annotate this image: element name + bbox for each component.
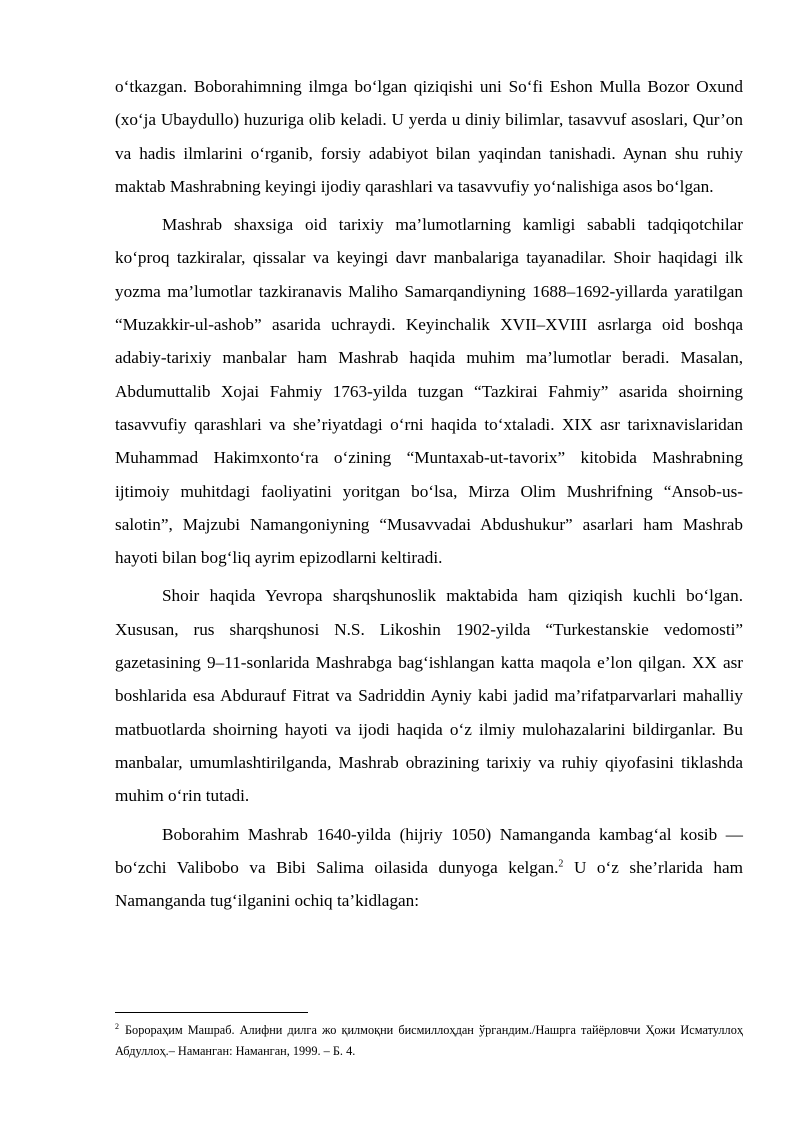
- paragraph-2: Mashrab shaxsiga oid tarixiy ma’lumotlarning kamligi sababli tadqiqotchilar ko‘proq tazkiralar, qissalar va keyingi davr manbalariga tayanadilar. Shoir haqidagi ilk yozma ma’lumotlar tazkiranavis Maliho Samarqandiyning 1688–1692-yillarda yaratilgan “Muzakkir-ul-ashob” asarida uchraydi. Keyinchalik XVII–XVIII asrlarga oid boshqa adabiy-tarixiy manbalar ham Mashrab haqida muhim ma’lumotlar beradi. Masalan, Abdumuttalib Xojai Fahmiy 1763-yilda tuzgan “Tazkirai Fahmiy” asarida shoirning tasavvufiy qarashlari va she’riyatdagi o‘rni haqida to‘xtaladi. XIX asr tarixnavislaridan Muhammad Hakimxonto‘ra o‘zining “Muntaxab-ut-tavorix” kitobida Mashrabning ijtimoiy muhitdagi faoliyatini yoritgan bo‘lsa, Mirza Olim Mushrifning “Ansob-us-salotin”, Majzubi Namangoniyning “Musavvadai Abdushukur” asarlari ham Mashrab hayoti bilan bog‘liq ayrim epizodlarni keltiradi.: [115, 215, 743, 568]
- footnote-reference[interactable]: 2: [558, 858, 564, 870]
- footnote: [115, 1020, 743, 1061]
- paragraph-4-text-after: U o‘z she’rlarida ham Namanganda tug‘ilganini ochiq ta’kidlagan:: [115, 857, 743, 911]
- paragraph-1: o‘tkazgan. Boborahimning ilmga bo‘lgan qiziqishi uni So‘fi Eshon Mulla Bozor Oxund (xo‘ja Ubaydullo) huzuriga olib keladi. U yerda u diniy bilimlar, tasavvuf asoslari, Qur’on va hadis ilmlarini o‘rganib, forsiy adabiyot bilan yaqindan tanishadi. Aynan shu ruhiy maktab Mashrabning keyingi ijodiy qarashlari va tasavvufiy yo‘nalishiga asos bo‘lgan.: [115, 77, 743, 196]
- paragraph-4: [115, 818, 743, 918]
- page-body: [115, 70, 743, 922]
- footnote-marker: 2: [115, 1021, 119, 1031]
- paragraph-4-text-before: Boborahim Mashrab 1640-yilda (hijriy 1050) Namanganda kambag‘al kosib — bo‘zchi Valibobo va Bibi Salima oilasida dunyoga kelgan.: [115, 824, 743, 877]
- footnote-separator: [115, 1012, 308, 1013]
- footnote-text: Борораҳим Машраб. Алифни дилга жо қилмоқни бисмиллоҳдан ўргандим./Нашрга тайёрловчи Ҳожи Исматуллоҳ Абдуллоҳ.– Наманган: Наманган, 1999. – Б. 4.: [115, 1023, 743, 1058]
- paragraph-3: Shoir haqida Yevropa sharqshunoslik maktabida ham qiziqish kuchli bo‘lgan. Xususan, rus sharqshunosi N.S. Likoshin 1902-yilda “Turkestanskie vedomosti” gazetasining 9–11-sonlarida Mashrabga bag‘ishlangan katta maqola e’lon qilgan. XX asr boshlarida esa Abdurauf Fitrat va Sadriddin Ayniy kabi jadid ma’rifatparvarlari mahalliy matbuotlarda shoirning hayoti va ijodi haqida o‘z ilmiy mulohazalarini bildirganlar. Bu manbalar, umumlashtirilganda, Mashrab obrazining tarixiy va ruhiy qiyofasini tiklashda muhim o‘rin tutadi.: [115, 586, 743, 806]
